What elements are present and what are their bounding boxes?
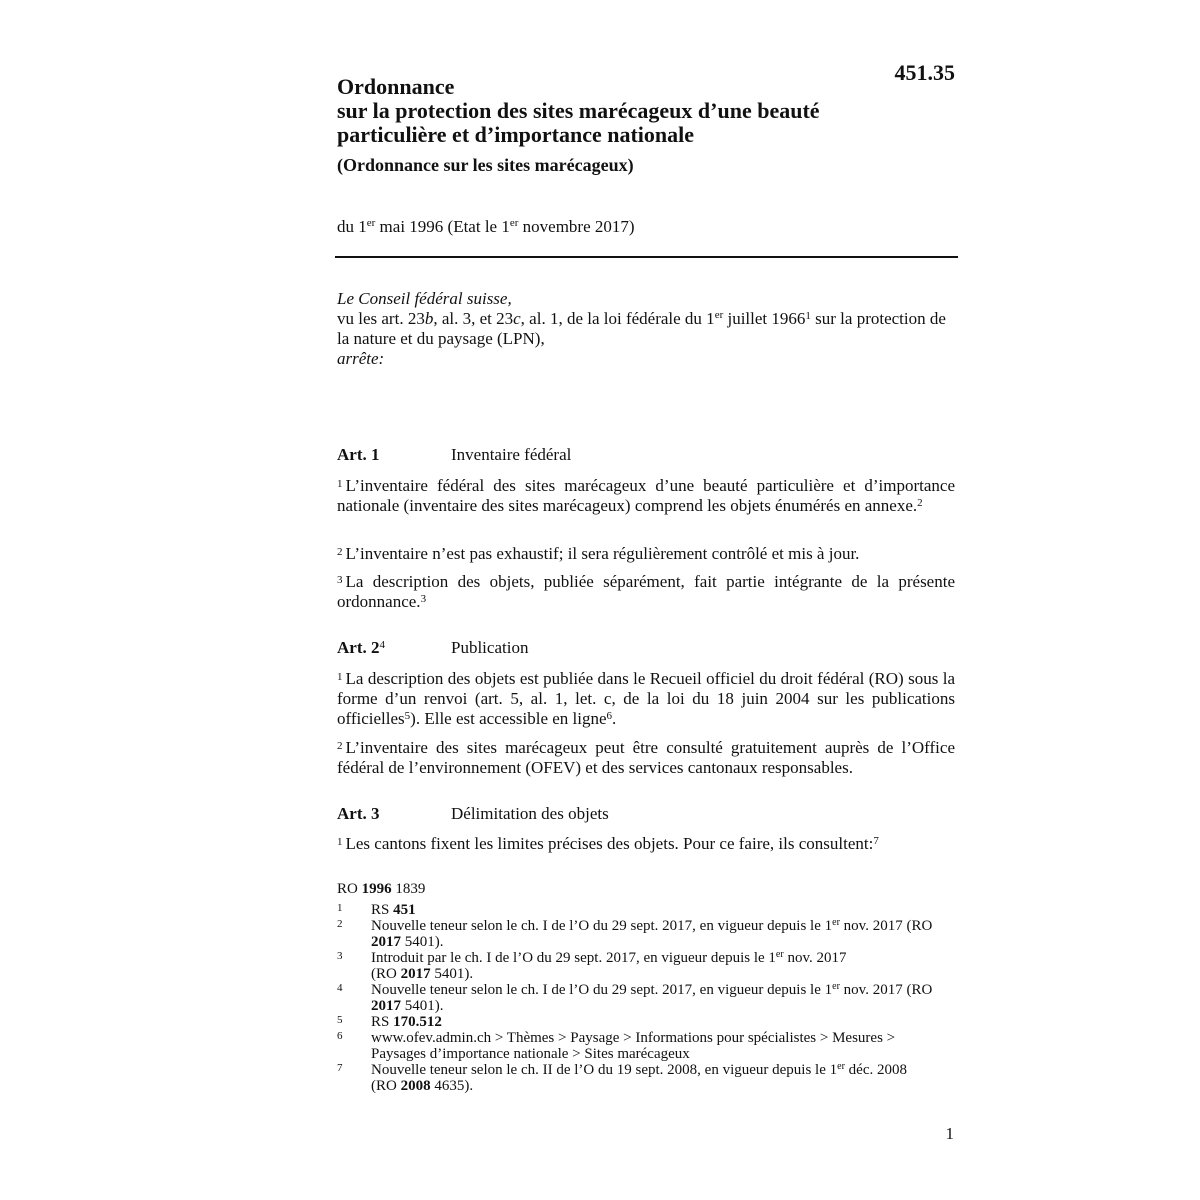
footnote-number: 7: [337, 1062, 343, 1074]
preamble-text: , al. 3, et 23: [433, 309, 514, 328]
footnote-text-part: Nouvelle teneur selon le ch. I de l’O du 29 sept. 2017, en vigueur depuis le 1: [371, 918, 833, 934]
footnote-text-part: Nouvelle teneur selon le ch. II de l’O du 19 sept. 2008, en vigueur depuis le 1: [371, 1062, 838, 1078]
paragraph-number: 3: [337, 574, 343, 586]
footnote-number: 5: [337, 1014, 343, 1026]
footnote-text: [371, 982, 932, 1014]
article-number: Art. 3: [337, 804, 380, 823]
footnote-text-part: déc. 2008: [844, 1062, 907, 1078]
footnote-text-part: 4635).: [430, 1078, 474, 1094]
footnotes-list: [337, 902, 957, 1094]
document-number: 451.35: [894, 60, 955, 85]
article-title: Publication: [451, 638, 529, 657]
footnote-text-part: RS: [371, 902, 394, 918]
footnote-text-part: Paysages d’importance nationale > Sites marécageux: [371, 1046, 690, 1062]
footnote-text-part: Introduit par le ch. I de l’O du 29 sept. 2017, en vigueur depuis le 1: [371, 950, 776, 966]
footnote-text-part: 451: [393, 902, 416, 918]
footnote-number: 4: [337, 982, 343, 994]
preamble-authority: Le Conseil fédéral suisse,: [337, 289, 512, 308]
article-number-text: Art. 2: [337, 638, 380, 657]
date-sup: er: [509, 217, 519, 229]
article-number: [337, 638, 385, 658]
footnote-number: 3: [337, 950, 343, 962]
footnote-number: 6: [337, 1030, 343, 1042]
article-paragraph: [337, 474, 955, 516]
footnote-text-part: www.ofev.admin.ch > Thèmes > Paysage > Informations pour spécialistes > Mesures >: [371, 1030, 896, 1046]
footnote-text-part: er: [837, 1061, 845, 1072]
article-paragraph: [337, 542, 955, 564]
article-title: Délimitation des objets: [451, 804, 609, 823]
footnote-text-part: 2008: [400, 1078, 431, 1094]
footnote-text-part: (RO: [371, 966, 401, 982]
title-line: sur la protection des sites marécageux d’une beauté: [337, 98, 820, 123]
article-paragraph: [337, 832, 955, 854]
footnote-text: [371, 918, 932, 950]
paragraph-text: Les cantons fixent les limites précises des objets. Pour ce faire, ils consultent:: [345, 834, 874, 853]
footnote-text-part: nov. 2017 (RO: [839, 982, 933, 998]
page-number: 1: [945, 1124, 954, 1143]
footnote-text-part: Nouvelle teneur selon le ch. I de l’O du 29 sept. 2017, en vigueur depuis le 1: [371, 982, 833, 998]
article-paragraph: [337, 667, 955, 729]
footnote: [337, 1062, 957, 1094]
preamble-text: , al. 1, de la loi fédérale du 1: [520, 309, 715, 328]
document-subtitle: (Ordonnance sur les sites marécageux): [337, 155, 634, 175]
preamble-basis: [337, 309, 955, 349]
title-line: particulière et d’importance nationale: [337, 122, 695, 147]
ro-text: RO: [337, 881, 362, 897]
paragraph-text: ). Elle est accessible en ligne: [410, 709, 607, 728]
footnote-ref[interactable]: 4: [379, 639, 385, 651]
preamble: [337, 289, 955, 369]
footnote-text: [371, 1030, 895, 1062]
footnote-text-part: er: [832, 917, 840, 928]
ro-page: 1839: [391, 881, 426, 897]
footnote-ref[interactable]: 1: [805, 310, 811, 322]
date-text: mai 1996 (Etat le 1: [375, 217, 510, 236]
paragraph-text: L’inventaire des sites marécageux peut être consulté gratuitement auprès de l’Office fédéral de l’environnement (OFEV) et des services cantonaux responsables.: [337, 738, 955, 777]
preamble-text: c: [513, 309, 521, 328]
preamble-sup: er: [714, 309, 724, 321]
footnote-number: 2: [337, 918, 343, 930]
footnote-text-part: RS: [371, 1014, 394, 1030]
footnote-text-part: 2017: [371, 934, 401, 950]
paragraph-text: L’inventaire n’est pas exhaustif; il sera régulièrement contrôlé et mis à jour.: [345, 544, 860, 563]
footnote-text: [371, 1014, 442, 1030]
footnote-ref[interactable]: 7: [873, 835, 879, 847]
footnote-text-part: 2017: [400, 966, 431, 982]
paragraph-number: 1: [337, 478, 343, 490]
date-sup: er: [366, 217, 376, 229]
footnote: [337, 918, 957, 950]
footnote-text-part: er: [775, 949, 784, 960]
article-paragraph: [337, 570, 955, 612]
paragraph-number: 2: [337, 546, 343, 558]
paragraph-number: 1: [337, 671, 343, 683]
footnote-text-part: 5401).: [401, 934, 444, 950]
footnote-ref[interactable]: 5: [404, 710, 411, 722]
footnote: [337, 902, 957, 918]
footnote-text-part: nov. 2017: [783, 950, 847, 966]
preamble-text: b: [424, 309, 434, 328]
footnote-ref[interactable]: 6: [606, 710, 613, 722]
paragraph-text: La description des objets, publiée séparément, fait partie intégrante de la présente ordonnance.: [337, 572, 955, 611]
footnote-text: [371, 1062, 907, 1094]
ro-year: 1996: [361, 881, 392, 897]
preamble-text: sur la protection de la nature et du paysage (LPN),: [337, 309, 946, 348]
document-title: [337, 75, 917, 147]
footnote-text-part: (RO: [371, 1078, 401, 1094]
footnote: [337, 1030, 957, 1062]
article-paragraph: [337, 736, 955, 778]
preamble-text: vu les art. 23: [337, 309, 425, 328]
footnote-ref[interactable]: 2: [917, 497, 923, 509]
preamble-text: juillet 1966: [723, 309, 806, 328]
footnote-text: [371, 902, 416, 918]
date-text: du 1: [337, 217, 367, 236]
date-text: novembre 2017): [518, 217, 635, 236]
footnote-ref[interactable]: 3: [420, 593, 427, 605]
footnote-text-part: 170.512: [393, 1014, 442, 1030]
article-title: Inventaire fédéral: [451, 445, 572, 464]
article-number: Art. 1: [337, 445, 380, 464]
header-rule: [335, 256, 958, 258]
ro-reference: [337, 881, 425, 898]
paragraph-number: 2: [337, 740, 343, 752]
footnote: [337, 950, 957, 982]
footnote-number: 1: [337, 902, 343, 914]
paragraph-text: La description des objets est publiée dans le Recueil officiel du droit fédéral (RO) sous la forme d’un renvoi (art. 5, al. 1, let. c, de la loi du 18 juin 2004 sur les publications officielles: [337, 669, 955, 728]
footnote: [337, 1014, 957, 1030]
footnote: [337, 982, 957, 1014]
title-line: Ordonnance: [337, 74, 455, 99]
footnote-text: [371, 950, 846, 982]
paragraph-text: .: [612, 709, 617, 728]
footnote-text-part: 2017: [371, 998, 401, 1014]
preamble-decree: arrête:: [337, 349, 385, 368]
document-date: [337, 217, 635, 237]
footnote-text-part: 5401).: [430, 966, 474, 982]
footnote-text-part: er: [832, 981, 840, 992]
footnote-text-part: nov. 2017 (RO: [839, 918, 933, 934]
paragraph-text: L’inventaire fédéral des sites marécageux d’une beauté particulière et d’importance nationale (inventaire des sites marécageux) comprend les objets énumérés en annexe.: [337, 476, 955, 515]
footnote-text-part: 5401).: [401, 998, 444, 1014]
paragraph-number: 1: [337, 836, 343, 848]
